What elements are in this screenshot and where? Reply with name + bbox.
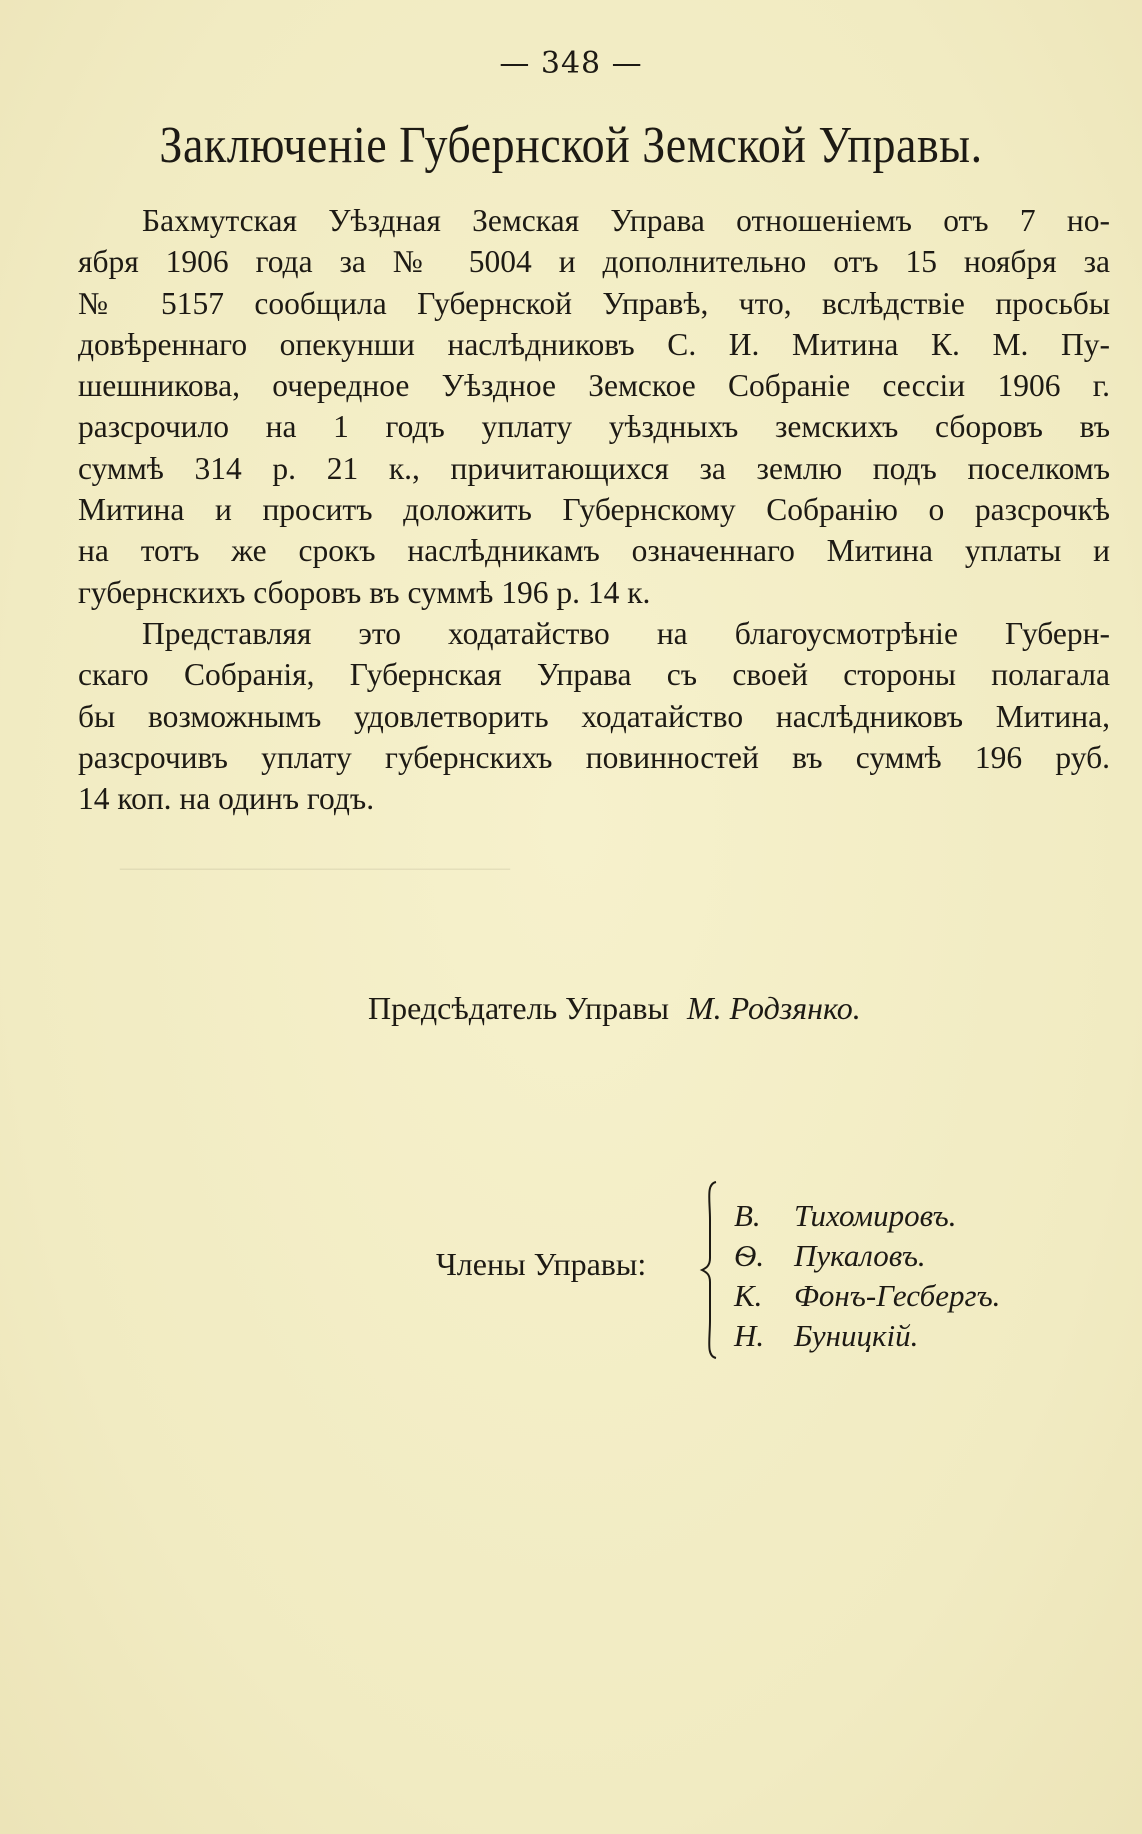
chairman-signature: М. Родзянко. [686, 990, 861, 1026]
body-text [78, 200, 1110, 819]
text-line: шешникова, очередное Уѣздное Земское Собраніе сессіи 1906 г. [78, 368, 1110, 404]
bleed-through-decoration: ————————————— [120, 850, 510, 883]
text-line: Митина и проситъ доложить Губернскому Собранію о разсрочкѣ [78, 492, 1110, 528]
text-line: довѣреннаго опекунши наслѣдниковъ С. И. Митина К. М. Пу- [78, 326, 1110, 362]
text-line: на тотъ же срокъ наслѣдникамъ означеннаго Митина уплаты и [78, 533, 1110, 569]
page-number: — 348 — [499, 46, 643, 81]
chairman-signature-block [368, 990, 861, 1027]
text-line: разсрочивъ уплату губернскихъ повинностей въ суммѣ 196 руб. [78, 739, 1110, 775]
text-line: бы возможнымъ удовлетворить ходатайство наслѣдниковъ Митина, [78, 698, 1110, 734]
member-name: Ѳ. Пукаловъ. [734, 1238, 926, 1273]
members-list [734, 1196, 1000, 1356]
text-line: 14 коп. на одинъ годъ. [78, 781, 375, 817]
text-line: Представляя это ходатайство на благоусмотрѣніе Губерн- [142, 615, 1110, 651]
paragraph-2 [78, 613, 1110, 819]
text-line: № 5157 сообщила Губернской Управѣ, что, вслѣдствіе просьбы [78, 285, 1110, 321]
text-line: суммѣ 314 р. 21 к., причитающихся за землю подъ поселкомъ [78, 450, 1110, 486]
member-name: Н. Буницкій. [734, 1318, 919, 1353]
paragraph-1 [78, 200, 1110, 613]
curly-brace-icon [698, 1180, 722, 1360]
members-label: Члены Управы: [436, 1246, 647, 1282]
text-line: скаго Собранія, Губернская Управа съ своей стороны полагала [78, 657, 1110, 693]
text-line: губернскихъ сборовъ въ суммѣ 196 р. 14 к. [78, 574, 651, 610]
chairman-label: Предсѣдатель Управы [368, 990, 669, 1026]
document-title: Заключеніе Губернской Земской Управы. [159, 115, 983, 174]
text-line: ября 1906 года за № 5004 и дополнительно отъ 15 ноября за [78, 244, 1110, 280]
text-line: разсрочило на 1 годъ уплату уѣздныхъ земскихъ сборовъ въ [78, 409, 1110, 445]
text-line: Бахмутская Уѣздная Земская Управа отношеніемъ отъ 7 но- [142, 203, 1110, 238]
member-name: В. Тихомировъ. [734, 1198, 957, 1233]
member-name: К. Фонъ-Гесбергъ. [734, 1278, 1001, 1313]
